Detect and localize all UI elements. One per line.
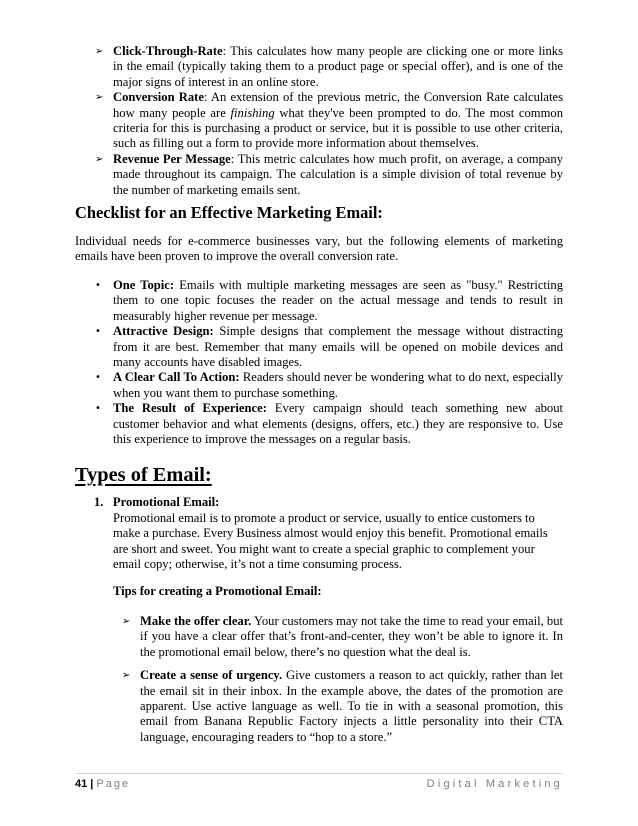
bullet-dot-icon: •: [95, 326, 101, 338]
metric-term: Conversion Rate: [113, 90, 204, 105]
list-item: [119, 614, 563, 660]
metric-term: Revenue Per Message: [113, 151, 231, 166]
bullet-dot-icon: •: [95, 280, 101, 291]
tip-text: Give customers a reason to act quickly, rather than let the email sit in their inbox. In the example above, the dates of the promotion are apparent. Use active language as well. To tie in with a seasonal promotion, this email from Banana Republic Factory injects a little personality into their CTA language, encouraging readers to “hop to a store.”: [140, 668, 563, 744]
types-heading: Types of Email:: [75, 464, 212, 486]
list-item: [92, 401, 563, 447]
checklist-text: Every campaign should teach something new about customer behavior and what elements (designs, offers, etc.) they are responsive to. Use this experience to improve the messages on a regular basis.: [113, 401, 564, 447]
tips-title: Tips for creating a Promotional Email:: [113, 584, 322, 598]
list-item: [92, 324, 563, 370]
tip-text: Your customers may not take the time to read your email, but if you have a clear offer that’s front-and-center, they won’t be able to ignore it. In the promotional email below, there’s no question what the deal is.: [140, 614, 563, 659]
checklist-term: One Topic:: [113, 278, 175, 292]
page-word: Page: [96, 778, 131, 790]
bullet-dot-icon: •: [95, 372, 101, 384]
arrow-bullet-icon: ➢: [95, 153, 104, 165]
arrow-bullet-icon: ➢: [122, 616, 131, 627]
tip-term: Create a sense of urgency.: [140, 668, 283, 683]
promo-title-text: Promotional Email:: [112, 495, 220, 509]
tip-term: Make the offer clear.: [140, 614, 252, 628]
list-item: [92, 370, 563, 401]
list-item: [92, 278, 563, 324]
list-item: [92, 90, 563, 152]
tips-list: [119, 614, 563, 745]
footer-page-number: [75, 776, 130, 792]
checklist-text: Readers should never be wondering what to do next, especially when you want them to purchase something.: [113, 370, 563, 400]
checklist-heading: Checklist for an Effective Marketing Email:: [75, 203, 383, 222]
metrics-list: [92, 44, 563, 198]
metric-text: : This calculates how many people are clicking one or more links in the email (typically taking them to a product page or special offer), and is one of the major signs of interest in an online store.: [113, 44, 563, 89]
metric-text: : This metric calculates how much profit, on average, a company made throughout its campaign. The calculation is a simple division of total revenue by the number of marketing emails sent.: [113, 151, 563, 197]
promo-title: [94, 495, 219, 510]
page-separator: |: [87, 778, 97, 790]
checklist-intro: Individual needs for e-commerce businesses vary, but the following elements of marketing emails have been proven to improve the overall conversion rate.: [75, 234, 563, 264]
page-number: 41: [75, 778, 88, 790]
arrow-bullet-icon: ➢: [122, 670, 131, 682]
checklist-list: [92, 278, 563, 447]
metric-emphasis: finishing: [230, 105, 275, 120]
arrow-bullet-icon: ➢: [95, 92, 104, 104]
list-item: [119, 668, 563, 745]
footer-title: Digital Marketing: [426, 778, 563, 790]
bullet-dot-icon: •: [95, 403, 101, 415]
checklist-term: Attractive Design:: [113, 324, 214, 339]
promo-number: 1.: [94, 495, 104, 509]
checklist-term: A Clear Call To Action:: [113, 370, 240, 385]
metric-term: Click-Through-Rate: [113, 44, 223, 58]
metric-text: what they've been prompted to do. The most common criteria for this is purchasing a product or service, but it is possible to use other criteria, such as filling out a form to provide more information about themselves.: [113, 105, 563, 151]
list-item: [92, 152, 563, 198]
arrow-bullet-icon: ➢: [95, 46, 104, 57]
metric-text: : An extension of the previous metric, the Conversion Rate calculates how many people are: [113, 90, 563, 120]
promo-body: Promotional email is to promote a product or service, usually to entice customers to make a purchase. Every Business almost would enjoy this benefit. Promotional emails are short and sweet. You might want to create a special graphic to complement your email copy; otherwise, it’s not a time consuming process.: [113, 511, 548, 572]
footer-divider: [75, 773, 563, 774]
list-item: [92, 44, 563, 90]
checklist-text: Simple designs that complement the message without distracting from it are best. Remember that many emails will be opened on mobile devices and many accounts have disabled images.: [113, 324, 563, 370]
checklist-term: The Result of Experience:: [113, 401, 267, 416]
checklist-text: Emails with multiple marketing messages are seen as "busy." Restricting them to one topic focuses the reader on the actual message and tends to result in measurably higher revenue per message.: [113, 278, 563, 323]
